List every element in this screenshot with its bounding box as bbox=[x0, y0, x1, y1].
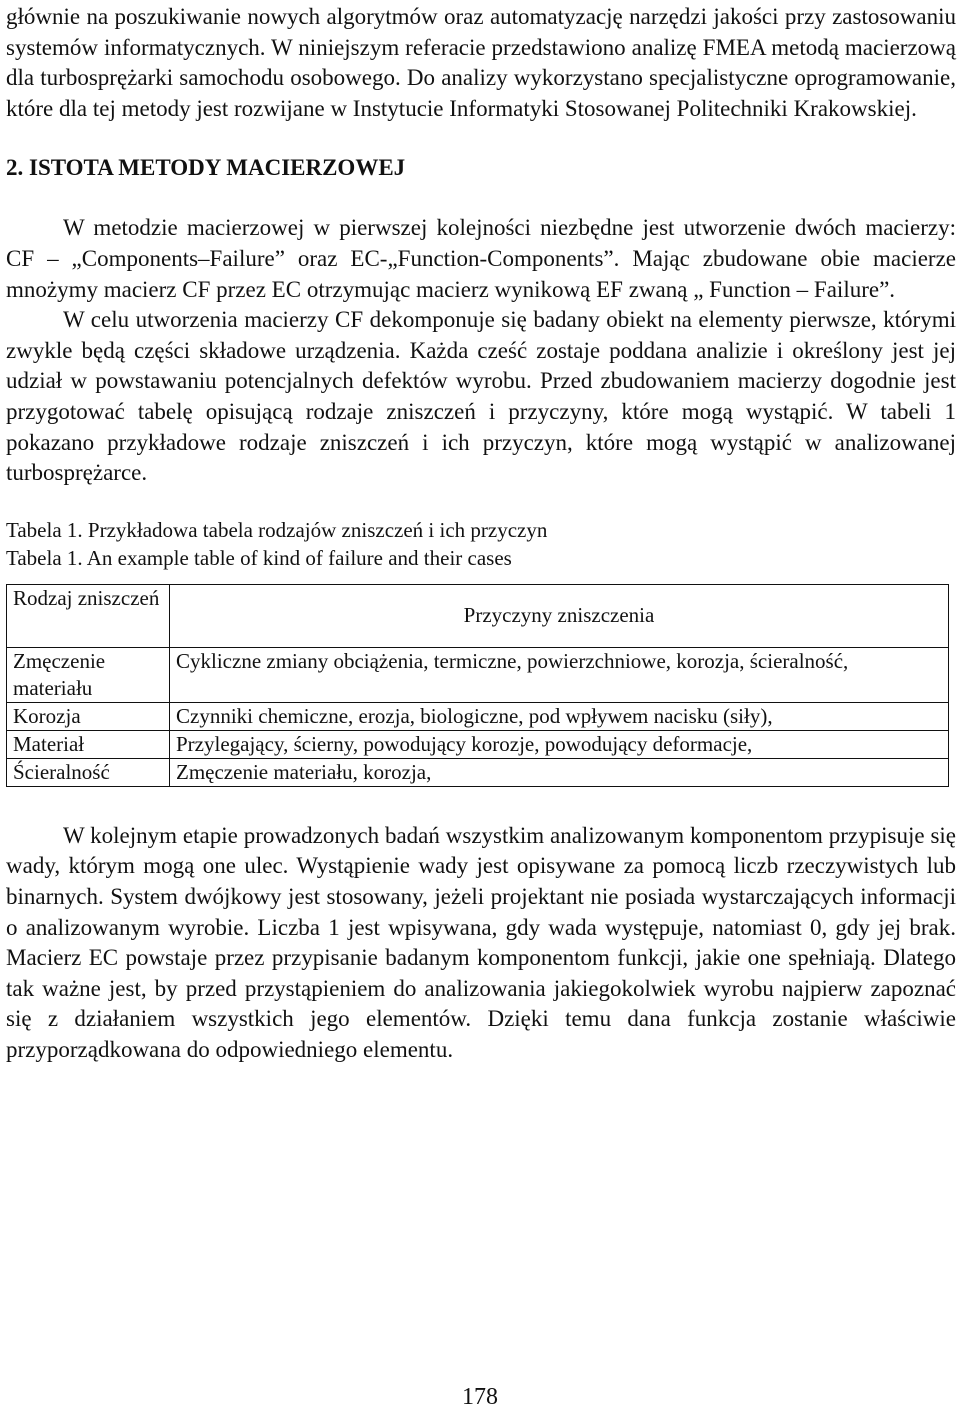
page-number: 178 bbox=[462, 1384, 498, 1410]
header-failure-type: Rodzaj zniszczeń bbox=[7, 584, 170, 647]
header-failure-causes: Przyczyny zniszczenia bbox=[170, 584, 949, 647]
table-row bbox=[7, 758, 949, 786]
table-cell-type: Materiał bbox=[7, 730, 170, 758]
intro-paragraph: głównie na poszukiwanie nowych algorytmów oraz automatyzację narzędzi jakości przy zastosowaniu systemów informatycznych. W niniejszym referacie przedstawiono analizę FMEA metodą macierzową dla turbosprężarki samochodu osobowego. Do analizy wykorzystano specjalistyczne oprogramowanie, które dla tej metody jest rozwijane w Instytucie Informatyki Stosowanej Politechniki Krakowskiej. bbox=[6, 4, 956, 121]
table-row bbox=[7, 730, 949, 758]
paragraph-component-failures: W kolejnym etapie prowadzonych badań wszystkim analizowanym komponentom przypisuje się wady, którym mogą one ulec. Wystąpienie wady jest opisywane za pomocą liczb rzeczywistych lub binarnych. System dwójkowy jest stosowany, jeżeli projektant nie posiada wystarczających informacji o analizowanym wyrobie. Liczba 1 jest wpisywana, gdy wada występuje, natomiast 0, gdy jej brak. Macierz EC powstaje przez przypisanie badanym komponentom funkcji, jakie one spełniają. Dlatego tak ważne jest, by przed przystąpieniem do analizowania jakiegokolwiek wyrobu najpierw zapoznać się z działaniem wszystkich jego elementów. Dzięki temu dana funkcja zostanie właściwie przyporządkowana do odpowiedniego elementu. bbox=[6, 822, 956, 1062]
document-page bbox=[6, 0, 956, 1065]
table-cell-type: Zmęczenie materiału bbox=[7, 647, 170, 702]
section-heading: 2. ISTOTA METODY MACIERZOWEJ bbox=[6, 155, 406, 181]
table-row bbox=[7, 647, 949, 702]
paragraph-cf-matrix: W celu utworzenia macierzy CF dekomponuje się badany obiekt na elementy pierwsze, którymi zwykle będą części składowe urządzenia. Każda cześć zostaje poddana analizie i określony jest jej udział w powstawaniu potencjalnych defektów wyrobu. Przed zbudowaniem macierzy dogodnie jest przygotować tabelę opisującą rodzaje zniszczeń i przyczyny, które mogą wystąpić. W tabeli 1 pokazano przykładowe rodzaje zniszczeń i ich przyczyn, które mogą wystąpić w analizowanej turbosprężarce. bbox=[6, 307, 956, 486]
table-cell-causes: Czynniki chemiczne, erozja, biologiczne, pod wpływem nacisku (siły), bbox=[170, 702, 949, 730]
table-cell-causes: Cykliczne zmiany obciążenia, termiczne, powierzchniowe, korozja, ścieralność, bbox=[170, 647, 949, 702]
table-header-row bbox=[7, 584, 949, 647]
failure-causes-table bbox=[6, 584, 949, 787]
table-cell-type: Ścieralność bbox=[7, 758, 170, 786]
table-caption-pl: Tabela 1. Przykładowa tabela rodzajów zniszczeń i ich przyczyn bbox=[6, 517, 548, 542]
table-caption-block bbox=[6, 516, 956, 572]
table-cell-type: Korozja bbox=[7, 702, 170, 730]
paragraph-matrix-method: W metodzie macierzowej w pierwszej kolejności niezbędne jest utworzenie dwóch macierzy: CF – „Components–Failure” oraz EC-„Function-Components”. Mając zbudowane obie macierze mnożymy macierz CF przez EC otrzymując macierz wynikową EF zwaną „ Function – Failure”. bbox=[6, 215, 956, 302]
table-cell-causes: Zmęczenie materiału, korozja, bbox=[170, 758, 949, 786]
table-row bbox=[7, 702, 949, 730]
table-cell-causes: Przylegający, ścierny, powodujący korozje, powodujący deformacje, bbox=[170, 730, 949, 758]
table-caption-en: Tabela 1. An example table of kind of failure and their cases bbox=[6, 545, 512, 570]
